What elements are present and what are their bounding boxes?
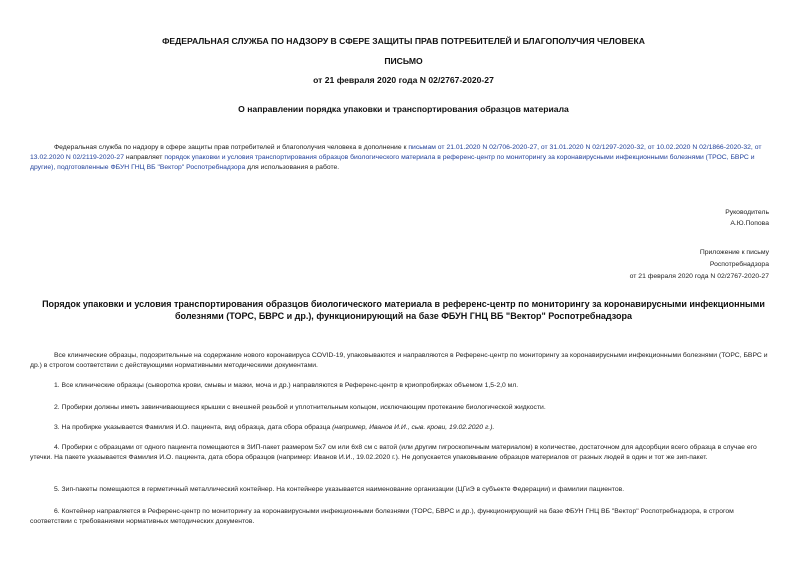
item-3-example: (например, Иванов И.И., сыв. крови, 19.02.2020 г.). <box>332 424 495 431</box>
agency-heading: ФЕДЕРАЛЬНАЯ СЛУЖБА ПО НАДЗОРУ В СФЕРЕ ЗАЩИТЫ ПРАВ ПОТРЕБИТЕЛЕЙ И БЛАГОПОЛУЧИЯ ЧЕЛОВЕКА <box>162 36 645 46</box>
intro-text-1: Федеральная служба по надзору в сфере защиты прав потребителей и благополучия человека в дополнение к <box>54 144 409 151</box>
procedure-item-4: 4. Пробирки с образцами от одного пациента помещаются в ЗИП-пакет размером 5х7 см или 6х8 см с ватой (или другим гигроскопичным материалом) в количестве, достаточном для адсорбции всего образца в случае его утечки. На пакете указывается Фамилия И.О. пациента, дата сбора образцов (например: Иванов И.И., 19.02.2020 г.). Не допускается упаковывание образцов материалов от разных людей в один и тот же зип-пакет. <box>30 444 757 461</box>
procedure-item-1: 1. Все клинические образцы (сыворотка крови, смывы и мазки, моча и др.) направляются в Референс-центр в криопробирках объемом 1,5-2,0 мл. <box>54 382 519 389</box>
procedure-intro: Все клинические образцы, подозрительные на содержание нового коронавируса COVID-19, упаковываются и направляются в Референс-центр по мониторингу за коронавирусными инфекционными болезнями (ТОРС, БВРС и др.) в строгом соответствии с действующими нормативными методическими документами. <box>30 352 768 369</box>
doc-type: ПИСЬМО <box>384 56 423 66</box>
doc-subject: О направлении порядка упаковки и транспортирования образцов материала <box>238 104 569 114</box>
signature-role: Руководитель <box>725 209 769 216</box>
procedure-title-line-1: Порядок упаковки и условия транспортирования образцов биологического материала в референс-центр по мониторингу за коронавирусными инфекционными <box>42 299 765 309</box>
appendix-line-2: Роспотребнадзора <box>709 261 769 268</box>
intro-paragraph <box>30 143 770 173</box>
procedure-title-line-2: болезнями (ТОРС, БВРС и др.), функционирующий на базе ФБУН ГНЦ ВБ "Вектор" Роспотребнадзора <box>174 311 632 321</box>
signature-name: А.Ю.Попова <box>730 220 769 227</box>
procedure-item-6: 6. Контейнер направляется в Референс-центр по мониторингу за коронавирусными инфекционными болезнями (ТОРС, БВРС и др.), функционирующий на базе ФБУН ГНЦ ВБ "Вектор" Роспотребнадзора, в строгом соответствии с требованиями нормативных методических документов. <box>30 508 734 525</box>
procedure-item-5: 5. Зип-пакеты помещаются в герметичный металлический контейнер. На контейнере указывается наименование организации (ЦГиЭ в субъекте Федерации) и фамилии пациентов. <box>54 486 625 493</box>
doc-date: от 21 февраля 2020 года N 02/2767-2020-27 <box>313 75 494 85</box>
procedure-item-2: 2. Пробирки должны иметь завинчивающиеся крышки с внешней резьбой и уплотнительным кольцом, исключающим протекание биологической жидкости. <box>54 404 546 411</box>
intro-text-2: направляет <box>123 154 165 161</box>
item-3-text: 3. На пробирке указывается Фамилия И.О. пациента, вид образца, дата сбора образца <box>54 424 333 431</box>
procedure-link[interactable]: порядок упаковки и условия транспортирования образцов биологического материала в референс-центр по мониторингу за коронавирусными инфекционными болезнями (ТРОС, БВРС и другие), подготовленные ФБУН ГНЦ ВБ "Вектор" Роспотребнадзора <box>30 154 755 171</box>
procedure-item-3 <box>30 423 770 433</box>
intro-text-3: для использования в работе. <box>245 164 340 171</box>
appendix-line-3: от 21 февраля 2020 года N 02/2767-2020-27 <box>629 273 769 280</box>
letters-link[interactable]: письмам от 21.01.2020 N 02/706-2020-27, от 31.01.2020 N 02/1297-2020-32, от 10.02.2020 N 02/1866-2020-32, от 13.02.2020 N 02/2119-2020-27 <box>30 144 762 161</box>
appendix-line-1: Приложение к письму <box>699 249 769 256</box>
